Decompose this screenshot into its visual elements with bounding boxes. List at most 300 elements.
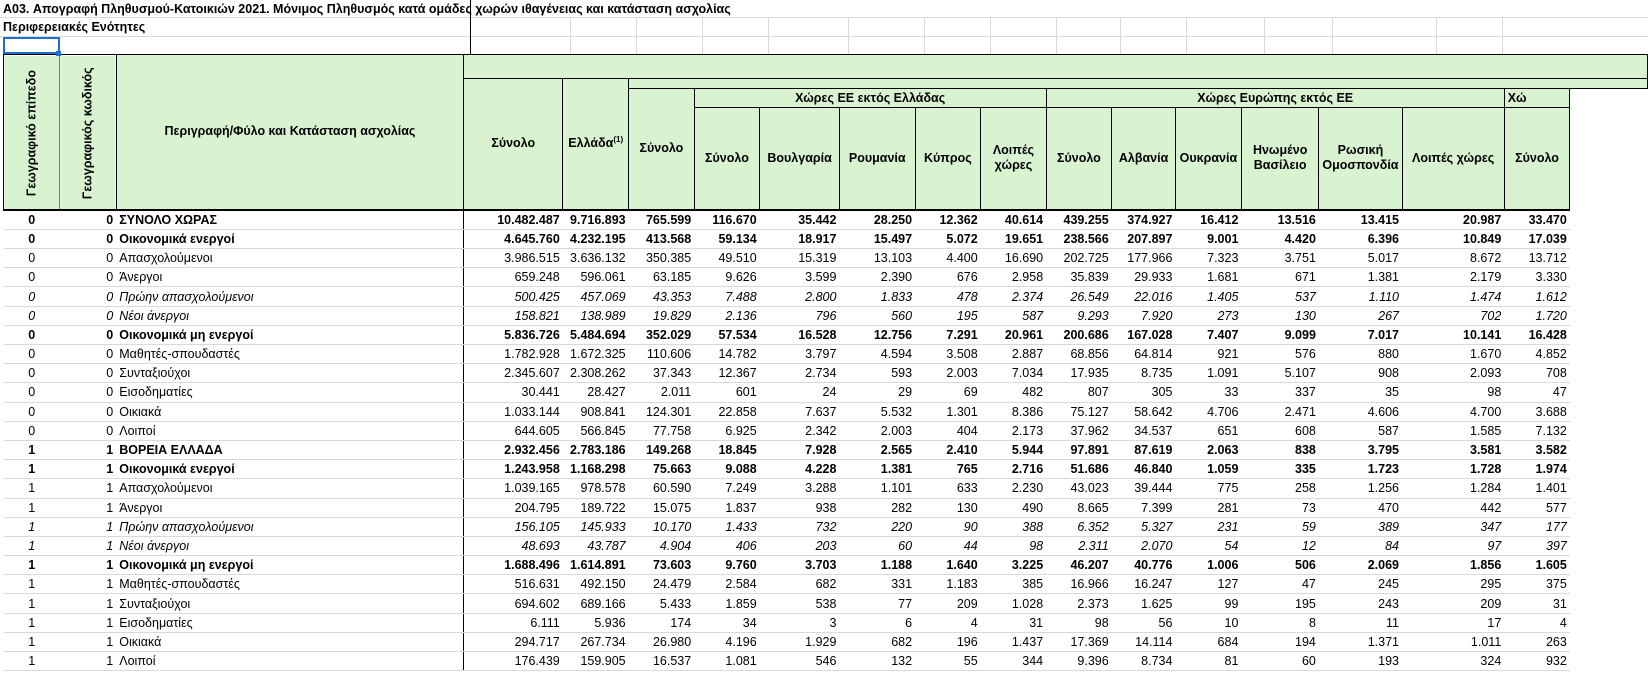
cell-value[interactable]: 2.003 <box>839 421 915 440</box>
cell-value[interactable]: 2.932.456 <box>464 440 563 459</box>
cell-value[interactable]: 47 <box>1241 575 1318 594</box>
cell-geo-level[interactable]: 1 <box>4 460 60 479</box>
cell-geo-level[interactable]: 0 <box>4 249 60 268</box>
cell-value[interactable]: 1.856 <box>1402 556 1504 575</box>
header-greece[interactable]: Ελλάδα$^{(1)}$ <box>563 79 629 210</box>
cell-value[interactable]: 1.670 <box>1402 345 1504 364</box>
cell-geo-code[interactable]: 1 <box>60 440 116 459</box>
cell-value[interactable]: 1.110 <box>1319 287 1402 306</box>
cell-geo-level[interactable]: 0 <box>4 325 60 344</box>
cell-value[interactable]: 601 <box>694 383 760 402</box>
cell-value[interactable]: 8.672 <box>1402 249 1504 268</box>
cell-value[interactable]: 2.958 <box>981 268 1046 287</box>
cell-value[interactable]: 51.686 <box>1046 460 1112 479</box>
cell-description[interactable]: Μαθητές-σπουδαστές <box>116 345 463 364</box>
cell-description[interactable]: Απασχολούμενοι <box>116 249 463 268</box>
cell-value[interactable]: 1.437 <box>981 632 1046 651</box>
cell-value[interactable]: 1.681 <box>1175 268 1241 287</box>
cell-geo-level[interactable]: 1 <box>4 498 60 517</box>
cell-value[interactable]: 908.841 <box>563 402 629 421</box>
cell-value[interactable]: 12.756 <box>839 325 915 344</box>
cell-geo-level[interactable]: 0 <box>4 364 60 383</box>
cell-value[interactable]: 130 <box>1241 306 1318 325</box>
cell-value[interactable]: 1.243.958 <box>464 460 563 479</box>
cell-value[interactable]: 2.734 <box>760 364 840 383</box>
cell-value[interactable]: 267 <box>1319 306 1402 325</box>
cell-value[interactable]: 4 <box>915 613 981 632</box>
cell-value[interactable]: 388 <box>981 517 1046 536</box>
cell-description[interactable]: Οικιακά <box>116 402 463 421</box>
cell-value[interactable]: 15.497 <box>839 229 915 248</box>
cell-value[interactable]: 352.029 <box>629 325 695 344</box>
cell-value[interactable]: 8.386 <box>981 402 1046 421</box>
cell-value[interactable]: 1.782.928 <box>464 345 563 364</box>
cell-geo-level[interactable]: 0 <box>4 268 60 287</box>
cell-value[interactable]: 24 <box>760 383 840 402</box>
cell-value[interactable]: 130 <box>915 498 981 517</box>
cell-value[interactable]: 14.114 <box>1112 632 1176 651</box>
cell-value[interactable]: 397 <box>1504 536 1570 555</box>
cell-value[interactable]: 98 <box>1046 613 1112 632</box>
cell-geo-code[interactable]: 1 <box>60 613 116 632</box>
cell-value[interactable]: 347 <box>1402 517 1504 536</box>
cell-value[interactable]: 60.590 <box>629 479 695 498</box>
cell-value[interactable]: 44 <box>915 536 981 555</box>
cell-value[interactable]: 5.936 <box>563 613 629 632</box>
active-cell-cursor[interactable] <box>3 37 60 54</box>
cell-value[interactable]: 1.614.891 <box>563 556 629 575</box>
header-bulgaria[interactable]: Βουλγαρία <box>760 108 840 210</box>
cell-value[interactable]: 3.581 <box>1402 440 1504 459</box>
cell-value[interactable]: 2.069 <box>1319 556 1402 575</box>
cell-value[interactable]: 374.927 <box>1112 210 1176 230</box>
cell-value[interactable]: 1.405 <box>1175 287 1241 306</box>
cell-value[interactable]: 576 <box>1241 345 1318 364</box>
cell-value[interactable]: 30.441 <box>464 383 563 402</box>
cell-geo-code[interactable]: 0 <box>60 268 116 287</box>
cell-value[interactable]: 490 <box>981 498 1046 517</box>
cell-value[interactable]: 26.549 <box>1046 287 1112 306</box>
cell-value[interactable]: 59.134 <box>694 229 760 248</box>
cell-value[interactable]: 238.566 <box>1046 229 1112 248</box>
cell-value[interactable]: 19.829 <box>629 306 695 325</box>
header-group-next[interactable]: Χώ <box>1504 89 1570 108</box>
cell-value[interactable]: 40.614 <box>981 210 1046 230</box>
cell-value[interactable]: 34.537 <box>1112 421 1176 440</box>
cell-value[interactable]: 202.725 <box>1046 249 1112 268</box>
cell-value[interactable]: 9.396 <box>1046 652 1112 671</box>
cell-value[interactable]: 1.188 <box>839 556 915 575</box>
cell-description[interactable]: Εισοδηματίες <box>116 613 463 632</box>
cell-description[interactable]: ΣΥΝΟΛΟ ΧΩΡΑΣ <box>116 210 463 230</box>
cell-value[interactable]: 796 <box>760 306 840 325</box>
cell-value[interactable]: 47 <box>1504 383 1570 402</box>
cell-value[interactable]: 68.856 <box>1046 345 1112 364</box>
cell-value[interactable]: 439.255 <box>1046 210 1112 230</box>
cell-value[interactable]: 5.944 <box>981 440 1046 459</box>
cell-value[interactable]: 3.330 <box>1504 268 1570 287</box>
cell-value[interactable]: 281 <box>1175 498 1241 517</box>
header-albania[interactable]: Αλβανία <box>1112 108 1176 210</box>
cell-value[interactable]: 385 <box>981 575 1046 594</box>
cell-value[interactable]: 200.686 <box>1046 325 1112 344</box>
cell-value[interactable]: 4.645.760 <box>464 229 563 248</box>
cell-value[interactable]: 37.343 <box>629 364 695 383</box>
cell-description[interactable]: Πρώην απασχολούμενοι <box>116 517 463 536</box>
cell-description[interactable]: ΒΟΡΕΙΑ ΕΛΛΑΔΑ <box>116 440 463 459</box>
cell-value[interactable]: 6.396 <box>1319 229 1402 248</box>
cell-value[interactable]: 7.017 <box>1319 325 1402 344</box>
cell-value[interactable]: 3.986.515 <box>464 249 563 268</box>
cell-value[interactable]: 35 <box>1319 383 1402 402</box>
cell-value[interactable]: 4.420 <box>1241 229 1318 248</box>
cell-value[interactable]: 708 <box>1504 364 1570 383</box>
cell-value[interactable]: 6.111 <box>464 613 563 632</box>
cell-geo-level[interactable]: 1 <box>4 517 60 536</box>
cell-value[interactable]: 676 <box>915 268 981 287</box>
cell-value[interactable]: 75.127 <box>1046 402 1112 421</box>
cell-value[interactable]: 2.410 <box>915 440 981 459</box>
cell-value[interactable]: 49.510 <box>694 249 760 268</box>
cell-value[interactable]: 9.716.893 <box>563 210 629 230</box>
cell-geo-code[interactable]: 1 <box>60 460 116 479</box>
cell-value[interactable]: 77 <box>839 594 915 613</box>
header-russia[interactable]: Ρωσική Ομοσπονδία <box>1319 108 1402 210</box>
cell-value[interactable]: 538 <box>760 594 840 613</box>
cell-value[interactable]: 43.023 <box>1046 479 1112 498</box>
cell-geo-level[interactable]: 1 <box>4 440 60 459</box>
cell-value[interactable]: 209 <box>915 594 981 613</box>
cell-value[interactable]: 34 <box>694 613 760 632</box>
cell-value[interactable]: 1.006 <box>1175 556 1241 575</box>
cell-value[interactable]: 404 <box>915 421 981 440</box>
cell-value[interactable]: 7.920 <box>1112 306 1176 325</box>
cell-value[interactable]: 1.401 <box>1504 479 1570 498</box>
cell-value[interactable]: 593 <box>839 364 915 383</box>
cell-value[interactable]: 31 <box>1504 594 1570 613</box>
cell-value[interactable]: 682 <box>839 632 915 651</box>
cell-value[interactable]: 1.033.144 <box>464 402 563 421</box>
cell-value[interactable]: 7.928 <box>760 440 840 459</box>
cell-value[interactable]: 1.081 <box>694 652 760 671</box>
cell-value[interactable]: 73 <box>1241 498 1318 517</box>
cell-geo-code[interactable]: 0 <box>60 345 116 364</box>
cell-value[interactable]: 59 <box>1241 517 1318 536</box>
cell-description[interactable]: Οικονομικά ενεργοί <box>116 229 463 248</box>
cell-value[interactable]: 375 <box>1504 575 1570 594</box>
cell-value[interactable]: 57.534 <box>694 325 760 344</box>
cell-value[interactable]: 8.734 <box>1112 652 1176 671</box>
cell-value[interactable]: 273 <box>1175 306 1241 325</box>
cell-value[interactable]: 577 <box>1504 498 1570 517</box>
cell-value[interactable]: 5.484.694 <box>563 325 629 344</box>
cell-value[interactable]: 26.980 <box>629 632 695 651</box>
cell-geo-level[interactable]: 1 <box>4 594 60 613</box>
cell-value[interactable]: 938 <box>760 498 840 517</box>
cell-value[interactable]: 2.063 <box>1175 440 1241 459</box>
cell-geo-level[interactable]: 0 <box>4 306 60 325</box>
cell-value[interactable]: 344 <box>981 652 1046 671</box>
cell-value[interactable]: 16.690 <box>981 249 1046 268</box>
cell-value[interactable]: 2.373 <box>1046 594 1112 613</box>
cell-value[interactable]: 4.228 <box>760 460 840 479</box>
cell-value[interactable]: 908 <box>1319 364 1402 383</box>
cell-value[interactable]: 46.207 <box>1046 556 1112 575</box>
cell-value[interactable]: 1.101 <box>839 479 915 498</box>
cell-value[interactable]: 16.966 <box>1046 575 1112 594</box>
cell-geo-level[interactable]: 1 <box>4 613 60 632</box>
cell-value[interactable]: 16.412 <box>1175 210 1241 230</box>
cell-value[interactable]: 478 <box>915 287 981 306</box>
cell-value[interactable]: 6.925 <box>694 421 760 440</box>
cell-value[interactable]: 4.196 <box>694 632 760 651</box>
cell-description[interactable]: Οικιακά <box>116 632 463 651</box>
cell-value[interactable]: 145.933 <box>563 517 629 536</box>
fill-handle[interactable] <box>56 51 61 56</box>
cell-value[interactable]: 3.582 <box>1504 440 1570 459</box>
cell-geo-code[interactable]: 1 <box>60 632 116 651</box>
cell-value[interactable]: 7.034 <box>981 364 1046 383</box>
cell-value[interactable]: 17 <box>1402 613 1504 632</box>
cell-value[interactable]: 167.028 <box>1112 325 1176 344</box>
cell-value[interactable]: 64.814 <box>1112 345 1176 364</box>
cell-value[interactable]: 194 <box>1241 632 1318 651</box>
cell-geo-code[interactable]: 1 <box>60 479 116 498</box>
cell-value[interactable]: 537 <box>1241 287 1318 306</box>
cell-value[interactable]: 9.293 <box>1046 306 1112 325</box>
cell-value[interactable]: 258 <box>1241 479 1318 498</box>
cell-value[interactable]: 8.735 <box>1112 364 1176 383</box>
cell-value[interactable]: 1.091 <box>1175 364 1241 383</box>
cell-value[interactable]: 9.099 <box>1241 325 1318 344</box>
cell-value[interactable]: 335 <box>1241 460 1318 479</box>
cell-value[interactable]: 331 <box>839 575 915 594</box>
cell-value[interactable]: 596.061 <box>563 268 629 287</box>
cell-value[interactable]: 1.301 <box>915 402 981 421</box>
cell-value[interactable]: 4.904 <box>629 536 695 555</box>
cell-value[interactable]: 7.291 <box>915 325 981 344</box>
cell-geo-code[interactable]: 1 <box>60 652 116 671</box>
cell-geo-level[interactable]: 0 <box>4 345 60 364</box>
cell-value[interactable]: 10 <box>1175 613 1241 632</box>
cell-description[interactable]: Οικονομικά μη ενεργοί <box>116 556 463 575</box>
cell-value[interactable]: 220 <box>839 517 915 536</box>
cell-value[interactable]: 5.433 <box>629 594 695 613</box>
cell-value[interactable]: 35.839 <box>1046 268 1112 287</box>
cell-value[interactable]: 5.327 <box>1112 517 1176 536</box>
cell-value[interactable]: 2.093 <box>1402 364 1504 383</box>
cell-value[interactable]: 838 <box>1241 440 1318 459</box>
cell-value[interactable]: 63.185 <box>629 268 695 287</box>
cell-value[interactable]: 765.599 <box>629 210 695 230</box>
header-geo-code[interactable]: Γεωγραφικός κωδικός <box>60 55 116 210</box>
cell-value[interactable]: 11 <box>1319 613 1402 632</box>
cell-value[interactable]: 2.887 <box>981 345 1046 364</box>
cell-value[interactable]: 19.651 <box>981 229 1046 248</box>
cell-value[interactable]: 350.385 <box>629 249 695 268</box>
cell-value[interactable]: 337 <box>1241 383 1318 402</box>
cell-value[interactable]: 3.703 <box>760 556 840 575</box>
cell-value[interactable]: 560 <box>839 306 915 325</box>
cell-value[interactable]: 132 <box>839 652 915 671</box>
cell-value[interactable]: 2.173 <box>981 421 1046 440</box>
cell-value[interactable]: 81 <box>1175 652 1241 671</box>
cell-value[interactable]: 587 <box>981 306 1046 325</box>
cell-value[interactable]: 193 <box>1319 652 1402 671</box>
cell-value[interactable]: 1.723 <box>1319 460 1402 479</box>
header-cyprus[interactable]: Κύπρος <box>915 108 981 210</box>
cell-value[interactable]: 2.565 <box>839 440 915 459</box>
cell-value[interactable]: 978.578 <box>563 479 629 498</box>
cell-value[interactable]: 644.605 <box>464 421 563 440</box>
cell-value[interactable]: 3.599 <box>760 268 840 287</box>
cell-value[interactable]: 442 <box>1402 498 1504 517</box>
cell-geo-code[interactable]: 0 <box>60 249 116 268</box>
cell-value[interactable]: 2.345.607 <box>464 364 563 383</box>
cell-value[interactable]: 16.247 <box>1112 575 1176 594</box>
cell-value[interactable]: 204.795 <box>464 498 563 517</box>
header-europe-other[interactable]: Λοιπές χώρες <box>1402 108 1504 210</box>
cell-value[interactable]: 470 <box>1319 498 1402 517</box>
cell-value[interactable]: 305 <box>1112 383 1176 402</box>
cell-value[interactable]: 1.028 <box>981 594 1046 613</box>
cell-value[interactable]: 18.917 <box>760 229 840 248</box>
cell-value[interactable]: 1.284 <box>1402 479 1504 498</box>
cell-value[interactable]: 12.362 <box>915 210 981 230</box>
cell-geo-level[interactable]: 1 <box>4 479 60 498</box>
cell-value[interactable]: 2.374 <box>981 287 1046 306</box>
cell-value[interactable]: 124.301 <box>629 402 695 421</box>
cell-value[interactable]: 2.783.186 <box>563 440 629 459</box>
cell-geo-level[interactable]: 0 <box>4 383 60 402</box>
cell-value[interactable]: 5.836.726 <box>464 325 563 344</box>
cell-value[interactable]: 7.249 <box>694 479 760 498</box>
cell-description[interactable]: Οικονομικά μη ενεργοί <box>116 325 463 344</box>
cell-description[interactable]: Εισοδηματίες <box>116 383 463 402</box>
cell-value[interactable]: 10.849 <box>1402 229 1504 248</box>
header-eu-other[interactable]: Λοιπές χώρες <box>981 108 1046 210</box>
cell-geo-code[interactable]: 0 <box>60 364 116 383</box>
cell-description[interactable]: Συνταξιούχοι <box>116 364 463 383</box>
cell-value[interactable]: 608 <box>1241 421 1318 440</box>
cell-geo-code[interactable]: 0 <box>60 421 116 440</box>
cell-value[interactable]: 500.425 <box>464 287 563 306</box>
cell-value[interactable]: 14.782 <box>694 345 760 364</box>
cell-geo-code[interactable]: 0 <box>60 306 116 325</box>
header-foreign-total[interactable]: Σύνολο <box>629 89 695 210</box>
cell-value[interactable]: 18.845 <box>694 440 760 459</box>
cell-value[interactable]: 43.787 <box>563 536 629 555</box>
cell-value[interactable]: 807 <box>1046 383 1112 402</box>
cell-value[interactable]: 659.248 <box>464 268 563 287</box>
cell-value[interactable]: 492.150 <box>563 575 629 594</box>
cell-value[interactable]: 48.693 <box>464 536 563 555</box>
cell-value[interactable]: 1.837 <box>694 498 760 517</box>
cell-value[interactable]: 195 <box>1241 594 1318 613</box>
cell-value[interactable]: 1.381 <box>839 460 915 479</box>
cell-value[interactable]: 77.758 <box>629 421 695 440</box>
cell-value[interactable]: 158.821 <box>464 306 563 325</box>
cell-value[interactable]: 10.482.487 <box>464 210 563 230</box>
cell-geo-code[interactable]: 0 <box>60 287 116 306</box>
cell-value[interactable]: 84 <box>1319 536 1402 555</box>
cell-value[interactable]: 7.488 <box>694 287 760 306</box>
cell-value[interactable]: 7.323 <box>1175 249 1241 268</box>
cell-value[interactable]: 1.011 <box>1402 632 1504 651</box>
cell-value[interactable]: 189.722 <box>563 498 629 517</box>
cell-geo-level[interactable]: 0 <box>4 210 60 230</box>
cell-value[interactable]: 921 <box>1175 345 1241 364</box>
cell-value[interactable]: 1.183 <box>915 575 981 594</box>
cell-geo-level[interactable]: 1 <box>4 652 60 671</box>
cell-value[interactable]: 1.859 <box>694 594 760 613</box>
cell-value[interactable]: 546 <box>760 652 840 671</box>
cell-value[interactable]: 1.059 <box>1175 460 1241 479</box>
cell-value[interactable]: 12.367 <box>694 364 760 383</box>
cell-value[interactable]: 15.319 <box>760 249 840 268</box>
cell-value[interactable]: 633 <box>915 479 981 498</box>
cell-value[interactable]: 694.602 <box>464 594 563 613</box>
cell-value[interactable]: 1.974 <box>1504 460 1570 479</box>
cell-value[interactable]: 99 <box>1175 594 1241 613</box>
cell-value[interactable]: 2.800 <box>760 287 840 306</box>
cell-value[interactable]: 24.479 <box>629 575 695 594</box>
cell-value[interactable]: 5.017 <box>1319 249 1402 268</box>
cell-value[interactable]: 2.342 <box>760 421 840 440</box>
cell-value[interactable]: 110.606 <box>629 345 695 364</box>
cell-value[interactable]: 16.528 <box>760 325 840 344</box>
cell-value[interactable]: 3.797 <box>760 345 840 364</box>
cell-value[interactable]: 209 <box>1402 594 1504 613</box>
cell-value[interactable]: 6 <box>839 613 915 632</box>
cell-value[interactable]: 4.700 <box>1402 402 1504 421</box>
cell-description[interactable]: Άνεργοι <box>116 268 463 287</box>
cell-value[interactable]: 1.929 <box>760 632 840 651</box>
cell-geo-level[interactable]: 0 <box>4 229 60 248</box>
cell-value[interactable]: 2.584 <box>694 575 760 594</box>
cell-geo-code[interactable]: 0 <box>60 383 116 402</box>
cell-value[interactable]: 4.400 <box>915 249 981 268</box>
cell-value[interactable]: 7.407 <box>1175 325 1241 344</box>
cell-value[interactable]: 765 <box>915 460 981 479</box>
cell-value[interactable]: 324 <box>1402 652 1504 671</box>
cell-value[interactable]: 413.568 <box>629 229 695 248</box>
cell-value[interactable]: 775 <box>1175 479 1241 498</box>
cell-value[interactable]: 1.256 <box>1319 479 1402 498</box>
cell-value[interactable]: 116.670 <box>694 210 760 230</box>
cell-value[interactable]: 3.508 <box>915 345 981 364</box>
cell-value[interactable]: 69 <box>915 383 981 402</box>
cell-geo-code[interactable]: 1 <box>60 517 116 536</box>
cell-value[interactable]: 282 <box>839 498 915 517</box>
cell-geo-level[interactable]: 0 <box>4 421 60 440</box>
cell-value[interactable]: 4 <box>1504 613 1570 632</box>
cell-value[interactable]: 482 <box>981 383 1046 402</box>
cell-value[interactable]: 20.961 <box>981 325 1046 344</box>
cell-value[interactable]: 7.399 <box>1112 498 1176 517</box>
cell-description[interactable]: Νέοι άνεργοι <box>116 536 463 555</box>
cell-value[interactable]: 9.626 <box>694 268 760 287</box>
cell-value[interactable]: 10.141 <box>1402 325 1504 344</box>
cell-value[interactable]: 1.688.496 <box>464 556 563 575</box>
cell-value[interactable]: 2.003 <box>915 364 981 383</box>
cell-value[interactable]: 3.636.132 <box>563 249 629 268</box>
cell-value[interactable]: 566.845 <box>563 421 629 440</box>
cell-value[interactable]: 127 <box>1175 575 1241 594</box>
cell-value[interactable]: 506 <box>1241 556 1318 575</box>
sheet-title[interactable]: A03. Απογραφή Πληθυσμού-Κατοικιών 2021. Μόνιμος Πληθυσμός κατά ομάδες χωρών ιθαγένειας και κατάσταση ασχολίας <box>3 2 731 16</box>
cell-value[interactable]: 2.230 <box>981 479 1046 498</box>
